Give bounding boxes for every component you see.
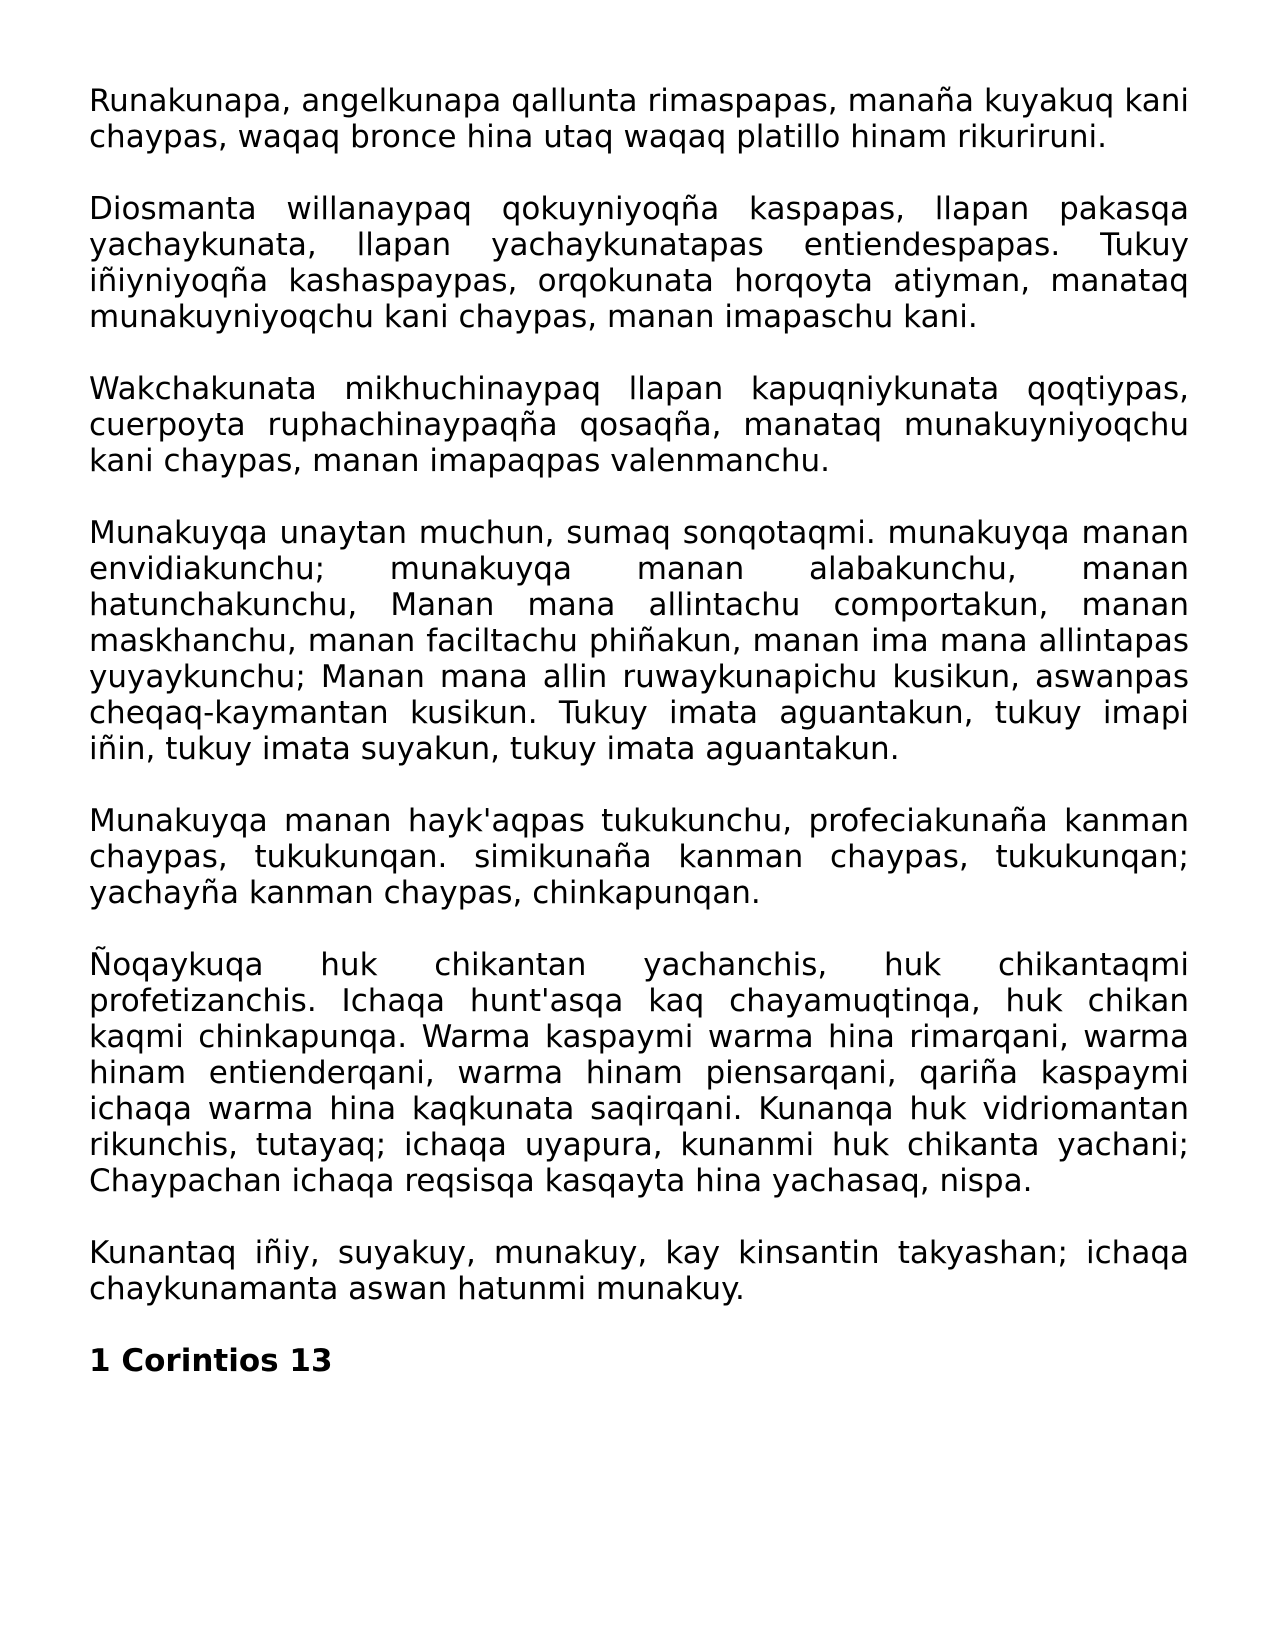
paragraph-2: Diosmanta willanaypaq qokuyniyoqña kaspapas, llapan pakasqa yachaykunata, llapan yachaykunatapas entiendespapas. Tukuy iñiyniyoqña kashaspaypas, orqokunata horqoyta atiyman, manataq munakuyniyoqchu kani chaypas, manan imapaschu kani. [89,191,1189,335]
paragraph-4: Munakuyqa unaytan muchun, sumaq sonqotaqmi. munakuyqa manan envidiakunchu; munakuyqa manan alabakunchu, manan hatunchakunchu, Manan mana allintachu comportakun, manan maskhanchu, manan faciltachu phiñakun, manan ima mana allintapas yuyaykunchu; Manan mana allin ruwaykunapichu kusikun, aswanpas cheqaq-kaymantan kusikun. Tukuy imata aguantakun, tukuy imapi iñin, tukuy imata suyakun, tukuy imata aguantakun. [89,515,1189,767]
scripture-reference: 1 Corintios 13 [89,1343,333,1379]
paragraph-6: Ñoqaykuqa huk chikantan yachanchis, huk chikantaqmi profetizanchis. Ichaqa hunt'asqa kaq chayamuqtinqa, huk chikan kaqmi chinkapunqa. Warma kaspaymi warma hina rimarqani, warma hinam entienderqani, warma hinam piensarqani, qariña kaspaymi ichaqa warma hina kaqkunata saqirqani. Kunanqa huk vidriomantan rikunchis, tutayaq; ichaqa uyapura, kunanmi huk chikanta yachani; Chaypachan ichaqa reqsisqa kasqayta hina yachasaq, nispa. [89,947,1189,1199]
paragraph-1: Runakunapa, angelkunapa qallunta rimaspapas, manaña kuyakuq kani chaypas, waqaq bronce hina utaq waqaq platillo hinam rikuriruni. [89,83,1189,155]
paragraph-7: Kunantaq iñiy, suyakuy, munakuy, kay kinsantin takyashan; ichaqa chaykunamanta aswan hatunmi munakuy. [89,1235,1189,1307]
document-page [89,83,1189,1379]
paragraph-3: Wakchakunata mikhuchinaypaq llapan kapuqniykunata qoqtiypas, cuerpoyta ruphachinaypaqña qosaqña, manataq munakuyniyoqchu kani chaypas, manan imapaqpas valenmanchu. [89,371,1189,479]
paragraph-5: Munakuyqa manan hayk'aqpas tukukunchu, profeciakunaña kanman chaypas, tukukunqan. simikunaña kanman chaypas, tukukunqan; yachayña kanman chaypas, chinkapunqan. [89,803,1189,911]
